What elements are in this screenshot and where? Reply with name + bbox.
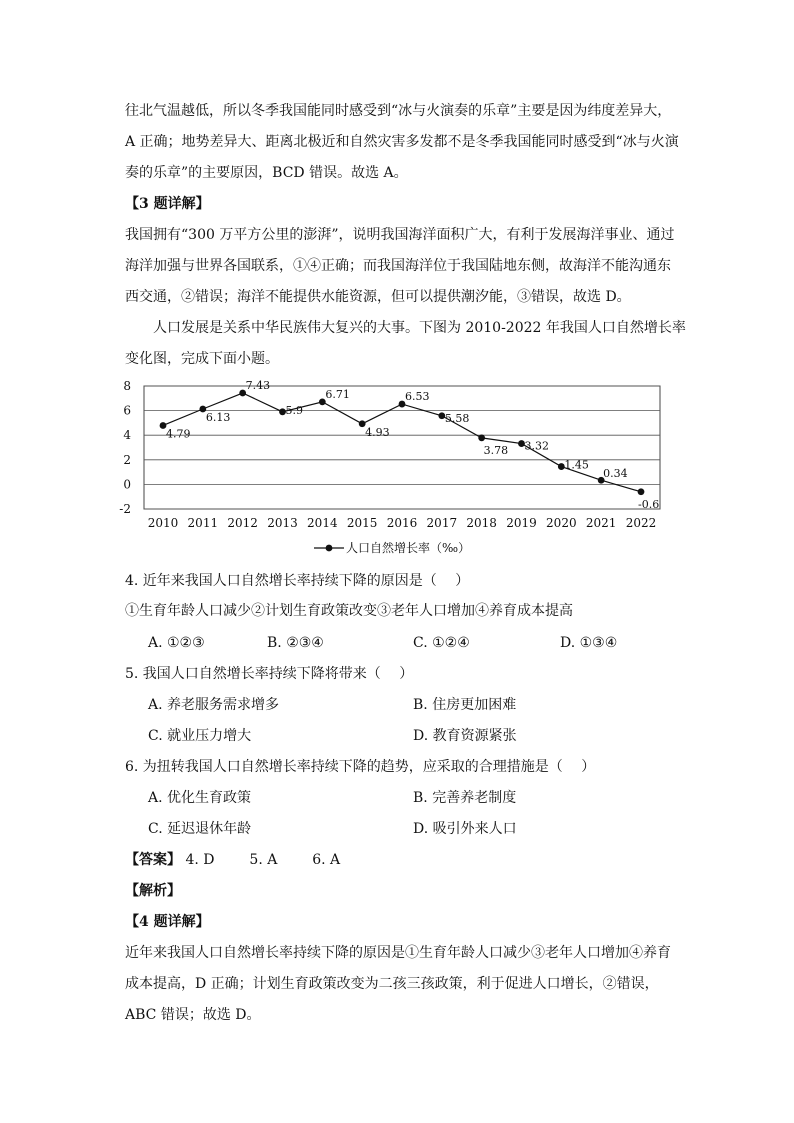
data-label: 1.45 (564, 458, 589, 472)
chart-value-labels (166, 379, 659, 511)
material-paragraph (125, 313, 686, 375)
population-growth-chart (118, 376, 666, 562)
data-label: 5.58 (444, 411, 470, 425)
x-tick-label: 2013 (267, 516, 298, 530)
data-point (638, 488, 645, 495)
material-line-2: 变化图，完成下面小题。 (125, 351, 279, 367)
question-4-option-a[interactable]: A. ①②③ (148, 635, 205, 651)
answer-5: 5. A (249, 852, 278, 868)
q4-explanation (125, 938, 673, 1031)
x-tick-label: 2022 (625, 516, 657, 530)
answer-line (125, 850, 340, 870)
answer-label: 【答案】 (125, 852, 181, 868)
intro-line-2: A 正确；地势差异大、距离北极近和自然灾害多发都不是冬季我国能同时感受到“冰与火演 (125, 134, 679, 150)
x-tick-label: 2019 (506, 516, 537, 530)
y-tick-label: 2 (123, 452, 131, 467)
question-4-option-d[interactable]: D. ①③④ (560, 635, 618, 651)
x-tick-label: 2010 (147, 516, 179, 530)
series-line (163, 393, 641, 492)
x-tick-label: 2014 (307, 516, 338, 530)
answer-6: 6. A (312, 852, 341, 868)
data-label: -0.6 (638, 497, 660, 511)
data-point (478, 435, 485, 442)
question-5-option-a[interactable]: A. 养老服务需求增多 (148, 697, 280, 713)
chart-x-ticks (148, 516, 657, 530)
data-label: 3.32 (524, 439, 549, 453)
q3-heading: 【3 题详解】 (125, 196, 210, 212)
q3-line-3: 西交通，②错误；海洋不能提供水能资源，但可以提供潮汐能，③错误，故选 D。 (125, 289, 631, 305)
question-6-option-c[interactable]: C. 延迟退休年龄 (148, 821, 252, 837)
data-label: 4.79 (166, 427, 191, 441)
question-4-option-b[interactable]: B. ②③④ (267, 635, 324, 651)
data-label: 4.93 (365, 425, 390, 439)
x-tick-label: 2015 (346, 516, 378, 530)
x-tick-label: 2018 (466, 516, 497, 530)
question-6-stem: 6. 为扭转我国人口自然增长率持续下降的趋势，应采取的合理措施是（ ） (125, 759, 596, 775)
y-tick-label: 6 (123, 403, 131, 418)
y-tick-label: 4 (123, 428, 131, 443)
y-tick-label: -2 (119, 502, 131, 516)
intro-line-1: 往北气温越低，所以冬季我国能同时感受到“冰与火演奏的乐章”主要是因为纬度差异大， (125, 103, 672, 119)
question-6-option-a[interactable]: A. 优化生育政策 (148, 790, 252, 806)
question-5-stem: 5. 我国人口自然增长率持续下降将带来（ ） (125, 666, 414, 682)
x-tick-label: 2012 (227, 516, 258, 530)
y-tick-label: 0 (123, 477, 131, 492)
q3-line-1: 我国拥有“300 万平方公里的澎湃”，说明我国海洋面积广大，有利于发展海洋事业、通过 (125, 227, 675, 243)
answer-4: 4. D (185, 852, 215, 868)
material-line-1: 人口发展是关系中华民族伟大复兴的大事。下图为 2010-2022 年我国人口自然增长率 (153, 320, 686, 336)
q4-heading: 【4 题详解】 (125, 914, 210, 930)
question-5-option-b[interactable]: B. 住房更加困难 (413, 697, 517, 713)
q4-line-2: 成本提高，D 正确；计划生育政策改变为二孩三孩政策，利于促进人口增长，②错误， (125, 976, 659, 992)
data-label: 0.34 (603, 467, 628, 481)
question-5-option-c[interactable]: C. 就业压力增大 (148, 728, 252, 744)
data-label: 3.78 (483, 443, 509, 457)
y-tick-label: 8 (123, 379, 131, 393)
x-tick-label: 2017 (426, 516, 458, 530)
q4-line-3: ABC 错误；故选 D。 (125, 1007, 261, 1023)
question-4-stem: 4. 近年来我国人口自然增长率持续下降的原因是（ ） (125, 573, 470, 589)
question-4-statements: ①生育年龄人口减少②计划生育政策改变③老年人口增加④养育成本提高 (125, 603, 573, 619)
question-5-option-d[interactable]: D. 教育资源紧张 (413, 728, 517, 744)
data-label: 6.71 (325, 387, 350, 401)
q3-explanation (125, 189, 673, 313)
chart-legend (314, 540, 470, 555)
question-4-option-c[interactable]: C. ①②④ (413, 635, 470, 651)
x-tick-label: 2021 (585, 516, 617, 530)
intro-paragraph (125, 96, 679, 189)
q3-line-2: 海洋加强与世界各国联系，①④正确；而我国海洋位于我国陆地东侧，故海洋不能沟通东 (125, 258, 671, 274)
chart-y-ticks (119, 379, 131, 516)
x-tick-label: 2011 (187, 516, 219, 530)
legend-marker (326, 545, 333, 552)
q4-line-1: 近年来我国人口自然增长率持续下降的原因是①生育年龄人口减少③老年人口增加④养育 (125, 945, 671, 961)
x-tick-label: 2020 (546, 516, 577, 530)
analysis-label: 【解析】 (125, 883, 181, 899)
chart-series (160, 387, 645, 496)
data-label: 7.43 (245, 379, 271, 393)
question-6-option-d[interactable]: D. 吸引外来人口 (413, 821, 517, 837)
intro-line-3: 奏的乐章”的主要原因，BCD 错误。故选 A。 (125, 165, 408, 181)
data-label: 6.13 (205, 411, 231, 425)
data-label: 6.53 (405, 390, 430, 404)
legend-label: 人口自然增长率（‰） (346, 541, 471, 555)
x-tick-label: 2016 (386, 516, 418, 530)
question-6-option-b[interactable]: B. 完善养老制度 (413, 790, 517, 806)
data-label: 5.9 (285, 403, 303, 417)
